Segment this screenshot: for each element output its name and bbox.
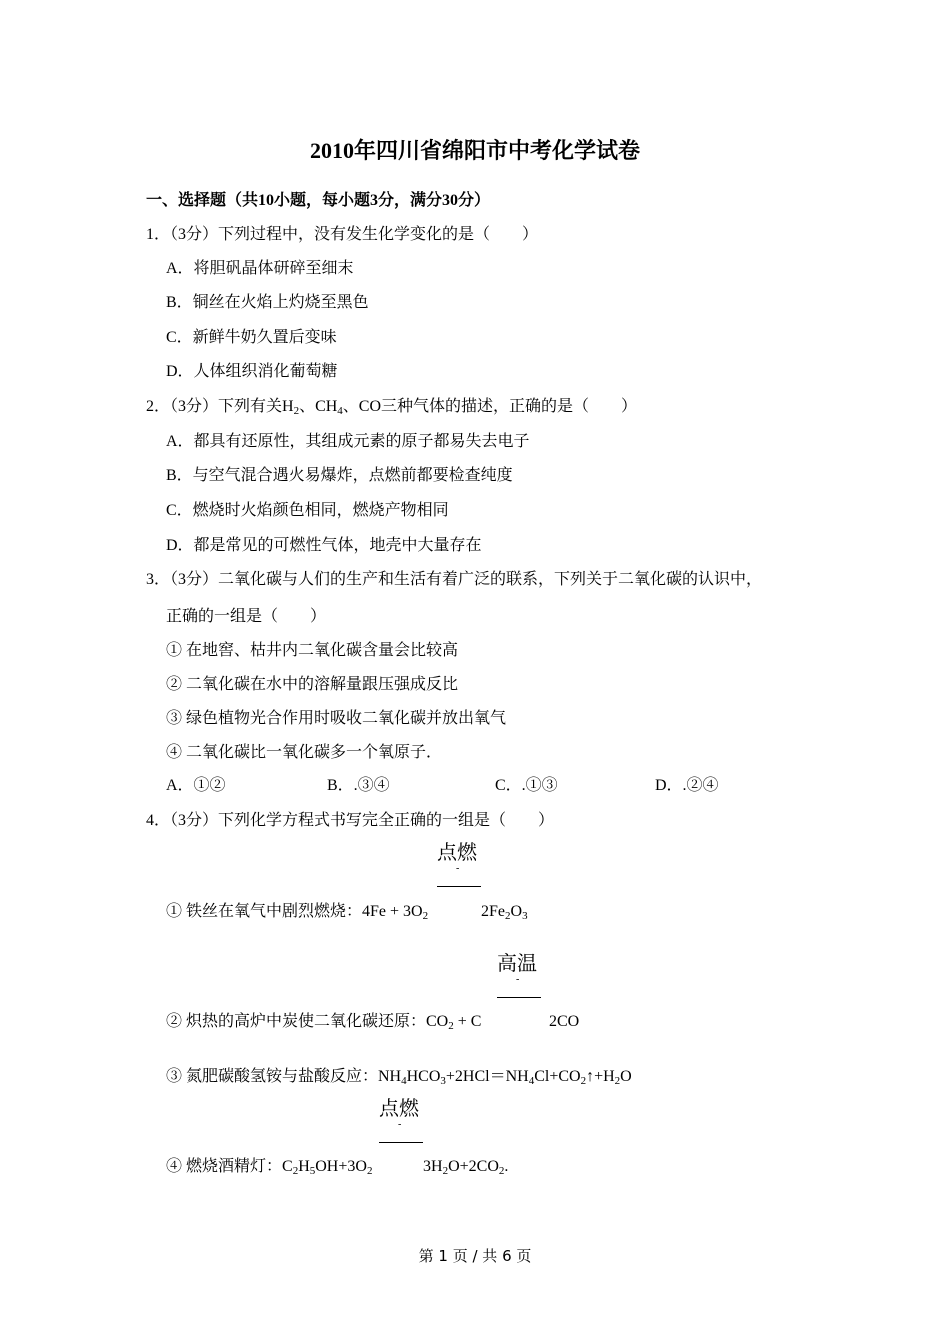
- question-1-option-a: A．将胆矾晶体研碎至细末: [166, 260, 354, 277]
- question-2-option-d: D．都是常见的可燃性气体，地壳中大量存在: [166, 537, 482, 554]
- question-1-option-d: D．人体组织消化葡萄糖: [166, 363, 338, 380]
- question-4-stem: 4．（3分）下列化学方程式书写完全正确的一组是（ ）: [146, 812, 555, 829]
- question-1-option-b: B．铜丝在火焰上灼烧至黑色: [166, 294, 369, 311]
- equation-4-reaction-line: [379, 1142, 423, 1143]
- equation-2-products: 2CO: [549, 1013, 580, 1030]
- question-1-option-c: C．新鲜牛奶久置后变味: [166, 329, 337, 346]
- equation-2-reaction-line: [497, 997, 541, 998]
- equation-1-reaction-line: [437, 886, 481, 887]
- question-2-option-a: A．都具有还原性，其组成元素的原子都易失去电子: [166, 433, 530, 450]
- question-3-option-c: C．.①③: [495, 777, 558, 794]
- question-2-option-c: C．燃烧时火焰颜色相同，燃烧产物相同: [166, 502, 449, 519]
- equation-1-condition: 点燃: [437, 840, 477, 864]
- question-3-stem-line-1: 3．（3分）二氧化碳与人们的生产和生活有着广泛的联系，下列关于二氧化碳的认识中，: [146, 571, 763, 588]
- equation-2-reactants: ② 炽热的高炉中炭使二氧化碳还原：$CO_2 + C$: [166, 1013, 482, 1032]
- equation-4-reactants: ④ 燃烧酒精灯：$C_2H_5OH+3O_2$: [166, 1158, 373, 1177]
- equation-4-products: $3H_2O+2CO_2$.: [423, 1158, 509, 1177]
- question-3-option-d: D．.②④: [655, 777, 719, 794]
- equation-2-condition: 高温: [497, 951, 537, 975]
- equation-4-condition: 点燃: [379, 1096, 419, 1120]
- question-3-statement-1: ① 在地窖、枯井内二氧化碳含量会比较高: [166, 642, 459, 659]
- question-3-statement-3: ③ 绿色植物光合作用时吸收二氧化碳并放出氧气: [166, 710, 507, 727]
- question-3-stem-line-2: 正确的一组是（ ）: [166, 608, 327, 625]
- page-footer: 第 1 页 / 共 6 页: [418, 1247, 532, 1265]
- question-2-option-b: B．与空气混合遇火易爆炸，点燃前都要检查纯度: [166, 467, 513, 484]
- question-1-stem: 1．（3分）下列过程中，没有发生化学变化的是（ ）: [146, 226, 539, 243]
- equation-1-condition-mark: -: [456, 863, 460, 874]
- question-3-option-a: A．①②: [166, 777, 226, 794]
- question-3-statement-4: ④ 二氧化碳比一氧化碳多一个氧原子．: [166, 744, 443, 761]
- page-title: 2010年四川省绵阳市中考化学试卷: [309, 138, 640, 163]
- equation-1-products: $2Fe_2O_3$: [481, 903, 528, 922]
- equation-4-condition-mark: -: [398, 1119, 402, 1130]
- equation-3: ③ 氮肥碳酸氢铵与盐酸反应：$NH_4HCO_3+2HCl=NH_4Cl+CO_2↑+H_2O$: [166, 1068, 632, 1087]
- section-heading: 一、选择题（共10小题，每小题3分，满分30分）: [146, 192, 491, 209]
- equation-2-condition-mark: -: [516, 974, 520, 985]
- question-2-stem: 2．（3分）下列有关$H_2$、$CH_4$、CO三种气体的描述，正确的是（ ）: [146, 398, 638, 417]
- equation-1-reactants: ① 铁丝在氧气中剧烈燃烧：$4Fe + 3O_2$: [166, 903, 429, 922]
- question-3-option-b: B．.③④: [327, 777, 390, 794]
- question-3-statement-2: ② 二氧化碳在水中的溶解量跟压强成反比: [166, 676, 459, 693]
